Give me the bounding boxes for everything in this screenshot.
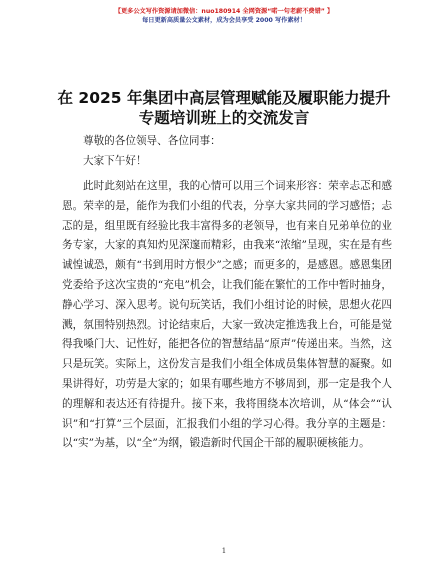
body-paragraph: 此时此刻站在这里，我的心情可以用三个词来形容：荣幸忐忑和感恩。荣幸的是，能作为我们小组的代表，分享大家共同的学习感悟；忐忑的是，组里既有经验比我丰富得多的老领导，也有来自兄弟单位的业务专家，大家的真知灼见深邃而精彩，由我来“浓缩”呈现，实在是有些诚惶诚恐，颇有“书到用时方恨少”之感；而更多的，是感恩。感恩集团党委给予这次宝贵的“充电”机会，让我们能在繁忙的工作中暂时抽身，静心学习、深入思考。说句玩笑话，我们小组讨论的时候，思想火花四溅，氛围特别热烈。讨论结束后，大家一致决定推选我上台，可能是觉得我嗓门大、记性好，能把各位的智慧结晶“原声”传递出来。当然，这只是玩笑。实际上，这份发言是我们小组全体成员集体智慧的凝聚。如果讲得好，功劳是大家的；如果有哪些地方不够周到，那一定是我个人的理解和表达还有待提升。接下来，我将围绕本次培训，从“体会”“认识”和“打算”三个层面，汇报我们小组的学习心得。我分享的主题是：以“实”为基，以“全”为纲，锻造新时代国企干部的履职硬核能力。 bbox=[62, 180, 392, 450]
document-title-line-1: 在 2025 年集团中高层管理赋能及履职能力提升 bbox=[57, 89, 391, 107]
greeting: 大家下午好！ bbox=[83, 155, 147, 167]
promo-banner-line-2: 每日更新高质量公文素材，成为会员享受 2000 写作素材！ bbox=[142, 17, 306, 24]
page-number: 1 bbox=[221, 547, 227, 555]
salutation: 尊敬的各位领导、各位同事： bbox=[83, 135, 221, 147]
document-title-line-2: 专题培训班上的交流发言 bbox=[138, 109, 310, 127]
promo-banner-line-1: 【更多公文写作资源请加微信：nuo180914 全网资源“喏一句老薪不费错” 】 bbox=[114, 8, 334, 15]
